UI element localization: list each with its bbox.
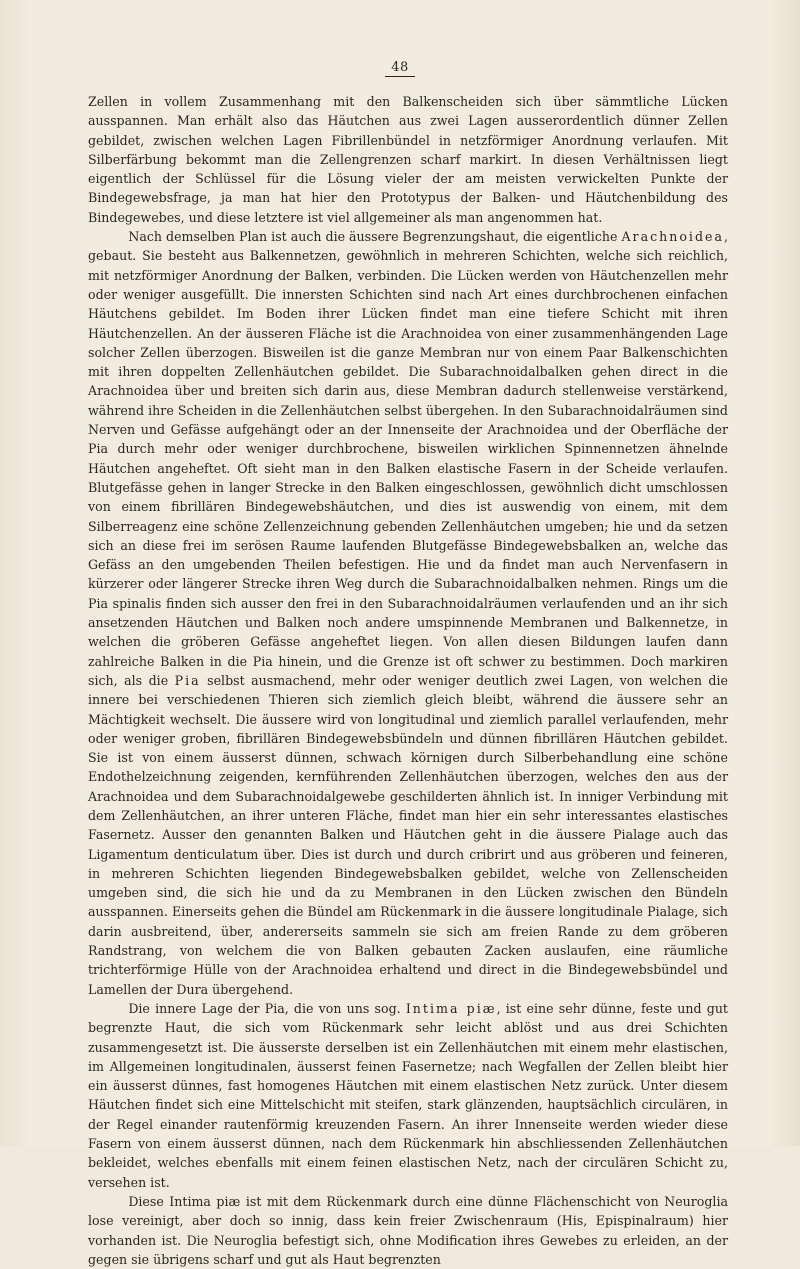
term-intima-piae: Intima piæ xyxy=(405,1000,497,1016)
term-arachnoidea: Arachnoidea xyxy=(621,229,724,245)
paragraph-2: Nach demselben Plan ist auch die äussere Begrenzungshaut, die eigentliche Arachnoidea, gebaut. Sie besteht aus Balkennetzen, gewöhnlich in mehreren Schichten, welche sich reichlich, mit netzförmiger Anordnung der Balken, verbinden. Die Lücken werden von Häutchenzellen mehr oder weniger ausgefüllt. Die innersten Schichten sind nach Art eines durchbrochenen einfachen Häutchens gebildet. Im Boden ihrer Lücken findet man eine tiefere Schicht mit ihren Häutchenzellen. An der äusseren Fläche ist die Arachnoidea von einer zusammenhängenden Lage solcher Zellen überzogen. Bisweilen ist die ganze Membran nur von einem Paar Balkenschichten mit ihren doppelten Zellenhäutchen gebildet. Die Subarachnoidalbalken gehen direct in die Arachnoidea über und breiten sich darin aus, diese Membran dadurch stellenweise verstärkend, während ihre Scheiden in die Zellenhäutchen selbst übergehen. In den Subarachnoidalräumen sind Nerven und Gefässe aufgehängt oder an der Innenseite der Arachnoidea und der Oberfläche der Pia durch mehr oder weniger durchbrochene, bisweilen wirklichen Spinnennetzen ähnelnde Häutchen angeheftet. Oft sieht man in den Balken elastische Fasern in der Scheide verlaufen. Blutgefässe gehen in langer Strecke in den Balken eingeschlossen, gewöhnlich dicht umschlossen von einem fibrillären Bindegewebshäutchen, und dies ist auswendig von einem, mit dem Silberreagenz eine schöne Zellenzeichnung gebenden Zellenhäutchen umgeben; hie und da setzen sich an diese frei im serösen Raume laufenden Blutgefässe Bindegewebsbalken an, welche das Gefäss an den umgebenden Theilen befestigen. Hie und da findet man auch Nervenfasern in kürzerer oder längerer Strecke ihren Weg durch die Subarachnoidalbalken nehmen. Rings um die Pia spinalis finden sich ausser den frei in den Subarachnoidalräumen verlaufenden und an ihr sich ansetzenden Häutchen und Balken noch andere umspinnende Membranen und Balkennetze, in welchen die gröberen Gefässe angeheftet liegen. Von allen diesen Bildungen laufen dann zahlreiche Balken in die Pia hinein, und die Grenze ist oft schwer zu bestimmen. Doch markiren sich, als die Pia selbst ausmachend, mehr oder weniger deutlich zwei Lagen, von welchen die innere bei verschiedenen Thieren sich ziemlich gleich bleibt, während die äussere sehr an Mächtigkeit wechselt. Die äussere wird von longitudinal und ziemlich parallel verlaufenden, mehr oder weniger groben, fibrillären Bindegewebsbündeln und dünnen fibrillären Häutchen gebildet. Sie ist von einem äusserst dünnen, schwach körnigen durch Silberbehandlung eine schöne Endothelzeichnung zeigenden, kernführenden Zellenhäutchen überzogen, welches den aus der Arachnoidea und dem Subarachnoidalgewebe geschilderten ähnlich ist. In inniger Verbindung mit dem Zellenhäutchen, an ihrer unteren Fläche, findet man hier ein sehr interessantes elastisches Fasernetz. Ausser den genannten Balken und Häutchen geht in die äussere Pialage auch das Ligamentum denticulatum über. Dies ist durch und durch cribrirt und aus gröberen und feineren, in mehreren Schichten liegenden Bindegewebsbalken gebildet, welche von Zellenscheiden umgeben sind, die sich hie und da zu Membranen in den Lücken zwischen den Bündeln ausspannen. Einerseits gehen die Bündel am Rückenmark in die äussere longitudinale Pialage, sich darin ausbreitend, über, andererseits sammeln sie sich am freien Rande zu dem gröberen Randstrang, von welchem die von Balken gebauten Zacken auslaufen, eine räumliche trichterförmige Hülle von der Arachnoidea erhaltend und direct in die Bindegewebsbündel und Lamellen der Dura übergehend. xyxy=(88,229,728,997)
paragraph-1: Zellen in vollem Zusammenhang mit den Balkenscheiden sich über sämmtliche Lücken ausspannen. Man erhält also das Häutchen aus zwei Lagen ausserordentlich dünner Zellen gebildet, zwischen welchen Lagen Fibrillenbündel in netzförmiger Anordnung verlaufen. Mit Silberfärbung bekommt man die Zellengrenzen scharf markirt. In diesen Verhältnissen liegt eigentlich der Schlüssel für die Lösung vieler der am meisten verwickelten Punkte der Bindegewebsfrage, ja man hat hier den Prototypus der Balken- und Häutchenbildung des Bindegewebes, und diese letztere ist viel allgemeiner als man angenommen hat. xyxy=(88,94,728,225)
paragraph-3: Die innere Lage der Pia, die von uns sog. Intima piæ, ist eine sehr dünne, feste und gut begrenzte Haut, die sich vom Rückenmark sehr leicht ablöst und aus drei Schichten zusammengesetzt ist. Die äusserste derselben ist ein Zellenhäutchen mit einem mehr elastischen, im Allgemeinen longitudinalen, äusserst feinen Fasernetze; nach Wegfallen der Zellen bleibt hier ein äusserst dünnes, fast homogenes Häutchen mit einem elastischen Netz zurück. Unter diesem Häutchen findet sich eine Mittelschicht mit steifen, stark glänzenden, hauptsächlich circulären, in der Regel einander rautenförmig kreuzenden Fasern. An ihrer Innenseite werden wieder diese Fasern von einem äusserst dünnen, nach dem Rückenmark hin abschliessenden Zellenhäutchen bekleidet, welches ebenfalls mit einem feinen elastischen Netz, nach der circulären Schicht zu, versehen ist. xyxy=(88,1000,728,1190)
paragraph-4: Diese Intima piæ ist mit dem Rückenmark durch eine dünne Flächenschicht von Neuroglia lose vereinigt, aber doch so innig, dass kein freier Zwischenraum (His, Epispinalraum) hier vorhanden ist. Die Neuroglia befestigt sich, ohne Modification ihres Gewebes zu erleiden, an der gegen sie übrigens scharf und gut als Haut begrenzten xyxy=(88,1193,728,1267)
term-pia: Pia xyxy=(174,672,201,688)
body-text xyxy=(88,92,728,1269)
page-number: 48 xyxy=(0,60,800,77)
